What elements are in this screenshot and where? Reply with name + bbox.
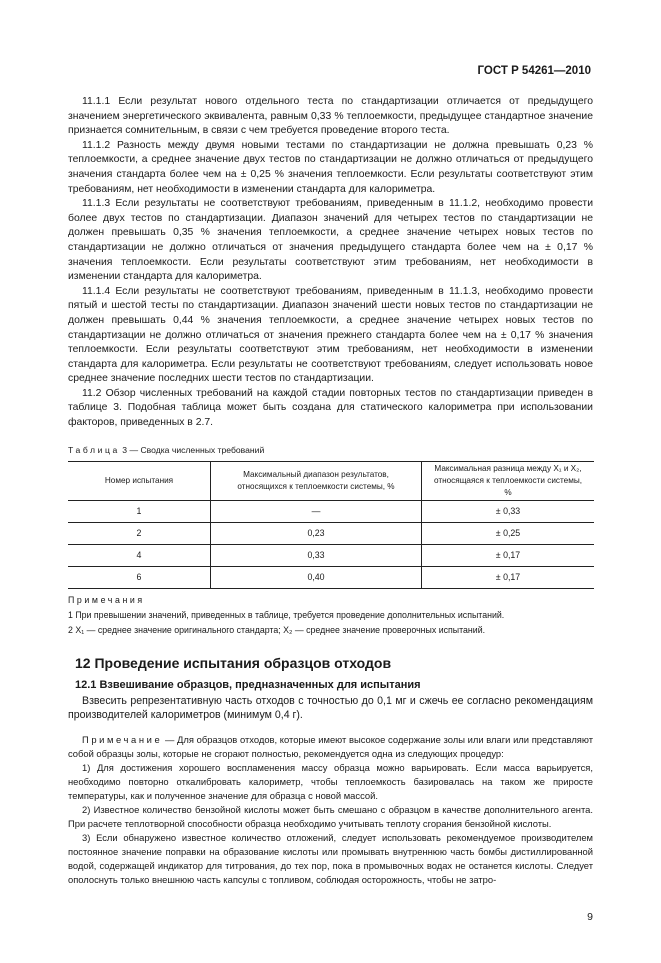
- table-row: [68, 522, 594, 544]
- paragraph-11-1-3: 11.1.3 Если результаты не соответствуют требованиям, приведенным в 11.1.2, необходимо провести более двух тестов по стандартизации. Диапазон значений для четырех тестов по стандартизации не должен превышать 0,35 % значения теплоемкости, а среднее значение четырех новых тестов по стандартизации не должно отличаться от значения предыдущего стандарта более чем на ± 0,17 % значения теплоемкости. Если результаты соответствуют этим требованиям, нет необходимости в изменении стандарта для калориметра.: [68, 198, 593, 283]
- cell: 6: [68, 566, 211, 588]
- table-header-row: [68, 461, 594, 500]
- cell: ± 0,17: [422, 544, 595, 566]
- note-paragraph: Примечание — Для образцов отходов, которые имеют высокое содержание золы или влаги или представляют собой образцы золы, которые не сгорают полностью, рекомендуется одна из следующих процедур:: [68, 733, 593, 759]
- column-header: Максимальный диапазон результатов, относящихся к теплоемкости системы, %: [211, 461, 422, 500]
- cell: 0,40: [211, 566, 422, 588]
- cell: 4: [68, 544, 211, 566]
- document-header: ГОСТ Р 54261—2010: [477, 65, 591, 77]
- page-body: [68, 0, 593, 963]
- note-item-1: 1) Для достижения хорошего воспламенения массу образца можно варьировать. Если масса варьируется, необходимо повторно откалибровать калориметр, чтобы теплоемкость базировалась на таком же приросте температуры, как и полученное значение для образца с новой массой.: [68, 761, 593, 801]
- subsection-heading: 12.1 Взвешивание образцов, предназначенных для испытания: [75, 678, 421, 691]
- cell: ± 0,25: [422, 522, 595, 544]
- cell: 1: [68, 500, 211, 522]
- requirements-table: [68, 461, 594, 589]
- paragraph-11-2: 11.2 Обзор численных требований на каждой стадии повторных тестов по стандартизации приведен в таблице 3. Подобная таблица может быть создана для статического калориметра при использовании факторов, приведенных в 2.7.: [68, 387, 593, 429]
- table-caption: Таблица 3 — Сводка численных требований: [68, 444, 265, 455]
- note-item: 2 X₁ — среднее значение оригинального стандарта; X₂ — среднее значение проверочных испытаний.: [68, 624, 486, 635]
- cell: 0,33: [211, 544, 422, 566]
- table-notes: [68, 593, 593, 638]
- note-item: 1 При превышении значений, приведенных в таблице, требуется проведение дополнительных испытаний.: [68, 609, 505, 620]
- column-header: Номер испытания: [68, 461, 211, 500]
- section-text: Взвесить репрезентативную часть отходов с точностью до 0,1 мг и сжечь ее согласно рекомендациям производителей калориметров (минимум 0,4 г).: [68, 694, 593, 722]
- cell: 0,23: [211, 522, 422, 544]
- note-item-3: 3) Если обнаружено известное количество отложений, следует использовать рекомендуемое производителем постоянное значение поправки на образование кислоты или промывать внутреннюю часть бомбы дистиллированной водой, содержащей индикатор для титрования, до тех пор, пока в промывочных водах не останется кислоты. Следует ополоснуть только внешнюю часть капсулы с топливом, соблюдая осторожность, чтобы не затро-: [68, 831, 593, 885]
- table-row: [68, 500, 594, 522]
- cell: ± 0,17: [422, 566, 595, 588]
- paragraph-11-1-2: 11.1.2 Разность между двумя новыми тестами по стандартизации не должна превышать 0,23 % теплоемкости, а среднее значение двух тестов по стандартизации не должно отличаться от предыдущего значения стандарта более чем на ± 0,25 % значения теплоемкости. Если результаты соответствуют этим требованиям, нет необходимости в изменении стандарта для калориметра.: [68, 139, 593, 195]
- cell: 2: [68, 522, 211, 544]
- table-row: [68, 544, 594, 566]
- cell: ± 0,33: [422, 500, 595, 522]
- paragraph-11-1-1: 11.1.1 Если результат нового отдельного теста по стандартизации отличается от предыдущего значением энергетического эквивалента, равным 0,33 % теплоемкости, предыдущее стандартное значение признается сомнительным, в связи с чем требуется проведение второго теста.: [68, 96, 593, 137]
- page-number: 9: [587, 910, 593, 923]
- paragraph-11-1-4: 11.1.4 Если результаты не соответствуют требованиям, приведенным в 11.1.3, необходимо провести пятый и шестой тесты по стандартизации. Диапазон значений шести новых тестов по стандартизации не должен превышать 0,44 % значения теплоемкости, а среднее значение четырех новых тестов по стандартизации не должно отличаться от значения прежнего стандарта более чем на ± 0,17 % значения теплоемкости. Если результаты соответствуют этим требованиям, нет необходимости в изменении стандарта для калориметра. Если результаты не соответствуют требованиям, следует использовать новое среднее значение последних шести тестов по стандартизации.: [68, 285, 593, 385]
- notes-title: Примечания: [68, 594, 145, 605]
- cell: —: [211, 500, 422, 522]
- section-heading: 12 Проведение испытания образцов отходов: [75, 654, 392, 671]
- column-header: Максимальная разница между X₁ и X₂, относящаяся к теплоемкости системы, %: [422, 461, 595, 500]
- table-row: [68, 566, 594, 588]
- note-item-2: 2) Известное количество бензойной кислоты может быть смешано с образцом в качестве дополнительного агента. При расчете теплотворной способности образца необходимо учитывать теплоту сгорания бензойной кислоты.: [68, 803, 593, 829]
